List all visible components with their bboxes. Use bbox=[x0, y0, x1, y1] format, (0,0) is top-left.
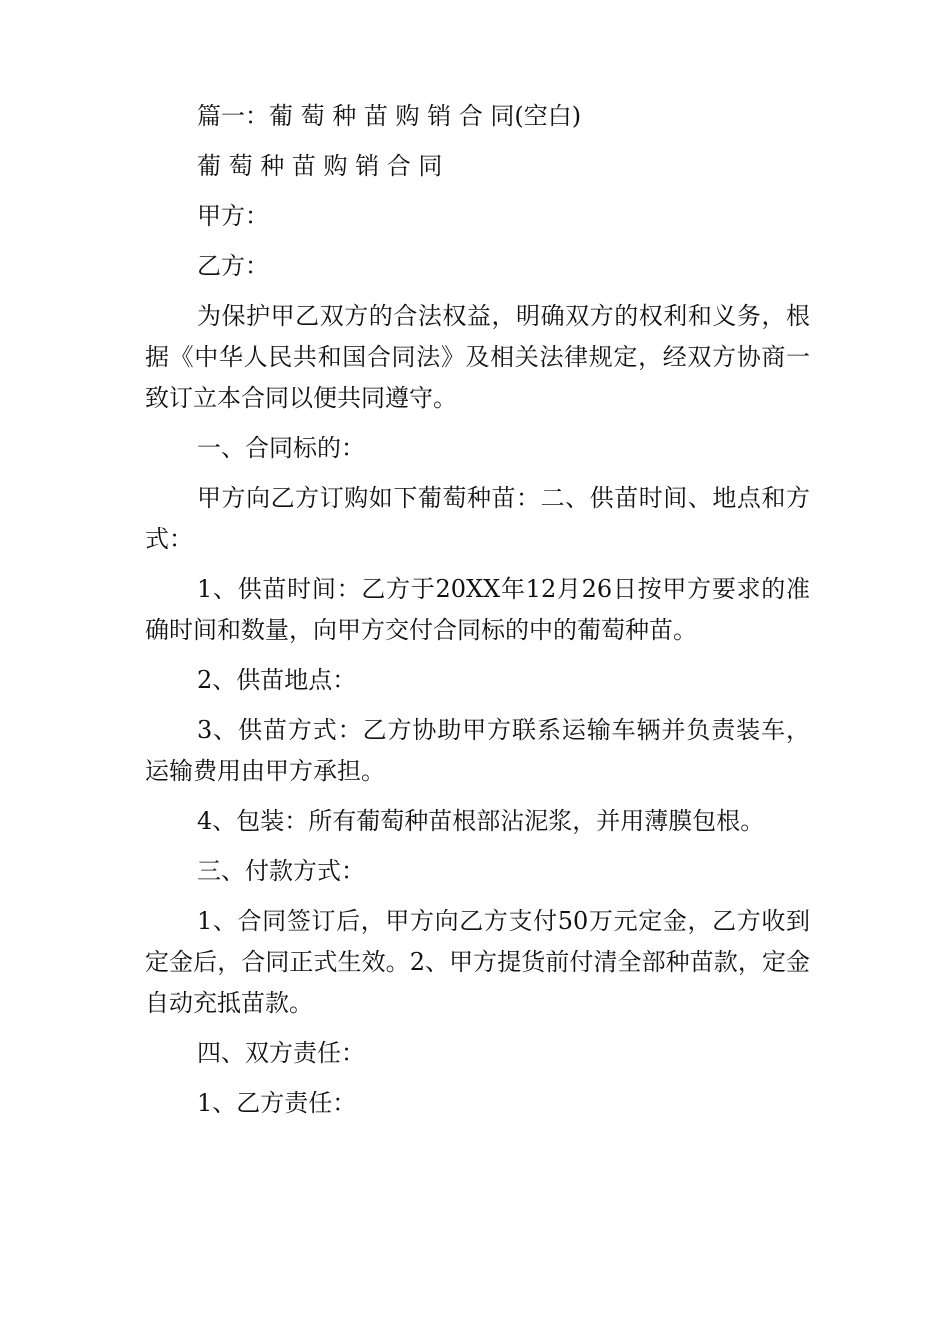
packaging-item: 4、包装：所有葡萄种苗根部沾泥浆，并用薄膜包根。 bbox=[197, 807, 765, 835]
party-b-label: 乙方： bbox=[197, 252, 269, 280]
preamble-paragraph: 为保护甲乙双方的合法权益，明确双方的权利和义务，根据《中华人民共和国合同法》及相关法律规定，经双方协商一致订立本合同以便共同遵守。 bbox=[145, 302, 810, 412]
section-3-title: 三、付款方式： bbox=[197, 857, 365, 885]
section-1-title: 一、合同标的： bbox=[197, 434, 365, 462]
document-heading: 篇一：葡 萄 种 苗 购 销 合 同(空白) bbox=[197, 102, 582, 130]
document-subtitle: 葡 萄 种 苗 购 销 合 同 bbox=[197, 152, 443, 180]
section-4-title: 四、双方责任： bbox=[197, 1039, 365, 1067]
payment-paragraph: 1、合同签订后，甲方向乙方支付50万元定金，乙方收到定金后，合同正式生效。2、甲方提货前付清全部种苗款，定金自动充抵苗款。 bbox=[145, 907, 810, 1017]
supply-time-item: 1、供苗时间：乙方于20XX年12月26日按甲方要求的准确时间和数量，向甲方交付合同标的中的葡萄种苗。 bbox=[145, 575, 810, 644]
party-b-duty-item: 1、乙方责任： bbox=[197, 1089, 357, 1117]
document-page bbox=[145, 96, 810, 1133]
party-a-label: 甲方： bbox=[197, 202, 269, 230]
supply-location-item: 2、供苗地点： bbox=[197, 666, 357, 694]
section-1-body: 甲方向乙方订购如下葡萄种苗：二、供苗时间、地点和方式： bbox=[145, 484, 810, 553]
supply-method-item: 3、供苗方式：乙方协助甲方联系运输车辆并负责装车，运输费用由甲方承担。 bbox=[145, 716, 810, 785]
